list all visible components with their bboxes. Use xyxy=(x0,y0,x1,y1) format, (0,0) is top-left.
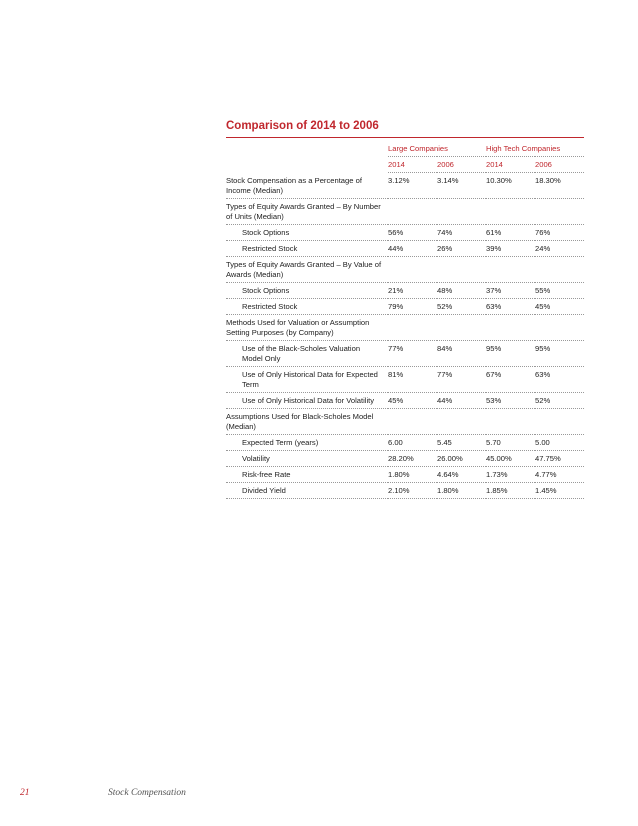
table-cell xyxy=(486,314,535,340)
table-row xyxy=(226,340,584,366)
table-cell: 44% xyxy=(437,392,486,408)
group-header-row xyxy=(226,138,584,157)
table-cell: 1.73% xyxy=(486,466,535,482)
table-cell: 5.70 xyxy=(486,434,535,450)
table-cell: 45% xyxy=(535,298,584,314)
table-cell: 95% xyxy=(535,340,584,366)
table-cell: 10.30% xyxy=(486,173,535,199)
table-cell xyxy=(486,256,535,282)
table-cell: 45% xyxy=(388,392,437,408)
table-cell: 76% xyxy=(535,224,584,240)
table-cell: 95% xyxy=(486,340,535,366)
year-header-hightech-2006: 2006 xyxy=(535,157,584,173)
comparison-table-section xyxy=(226,118,584,499)
table-row xyxy=(226,240,584,256)
table-cell: 44% xyxy=(388,240,437,256)
table-cell xyxy=(535,408,584,434)
group-header-high-tech-companies: High Tech Companies xyxy=(486,138,584,157)
table-cell: 67% xyxy=(486,366,535,392)
table-row xyxy=(226,366,584,392)
table-row xyxy=(226,256,584,282)
page-number: 21 xyxy=(20,788,30,798)
table-row xyxy=(226,224,584,240)
table-cell: 28.20% xyxy=(388,450,437,466)
row-sublabel: Risk-free Rate xyxy=(226,466,388,482)
row-sublabel: Stock Options xyxy=(226,282,388,298)
row-category-label: Methods Used for Valuation or Assumption Setting Purposes (by Company) xyxy=(226,314,388,340)
table-cell xyxy=(388,408,437,434)
table-cell: 77% xyxy=(437,366,486,392)
table-cell: 4.77% xyxy=(535,466,584,482)
table-row xyxy=(226,198,584,224)
table-cell: 3.12% xyxy=(388,173,437,199)
table-cell: 4.64% xyxy=(437,466,486,482)
table-cell: 74% xyxy=(437,224,486,240)
table-cell xyxy=(388,256,437,282)
row-sublabel: Expected Term (years) xyxy=(226,434,388,450)
table-cell: 6.00 xyxy=(388,434,437,450)
table-cell: 52% xyxy=(535,392,584,408)
comparison-table xyxy=(226,138,584,499)
table-row xyxy=(226,173,584,199)
table-cell: 2.10% xyxy=(388,482,437,498)
year-header-large-2006: 2006 xyxy=(437,157,486,173)
table-cell: 61% xyxy=(486,224,535,240)
table-cell: 5.45 xyxy=(437,434,486,450)
table-cell xyxy=(437,256,486,282)
table-row xyxy=(226,392,584,408)
table-cell xyxy=(437,408,486,434)
table-cell xyxy=(535,256,584,282)
table-cell xyxy=(388,198,437,224)
table-row xyxy=(226,298,584,314)
table-row xyxy=(226,314,584,340)
table-cell: 24% xyxy=(535,240,584,256)
table-cell xyxy=(437,198,486,224)
year-header-hightech-2014: 2014 xyxy=(486,157,535,173)
row-sublabel: Use of the Black-Scholes Valuation Model Only xyxy=(226,340,388,366)
row-sublabel: Divided Yield xyxy=(226,482,388,498)
row-sublabel: Restricted Stock xyxy=(226,298,388,314)
table-cell: 63% xyxy=(535,366,584,392)
row-category-label: Stock Compensation as a Percentage of Income (Median) xyxy=(226,173,388,199)
table-cell: 26.00% xyxy=(437,450,486,466)
row-category-label: Assumptions Used for Black-Scholes Model (Median) xyxy=(226,408,388,434)
group-header-large-companies: Large Companies xyxy=(388,138,486,157)
row-category-label: Types of Equity Awards Granted – By Number of Units (Median) xyxy=(226,198,388,224)
table-cell: 47.75% xyxy=(535,450,584,466)
table-cell: 1.80% xyxy=(437,482,486,498)
table-cell: 26% xyxy=(437,240,486,256)
table-cell: 3.14% xyxy=(437,173,486,199)
table-cell: 21% xyxy=(388,282,437,298)
table-cell: 39% xyxy=(486,240,535,256)
table-cell: 55% xyxy=(535,282,584,298)
footer-section-title: Stock Compensation xyxy=(108,788,186,798)
page-footer xyxy=(20,788,186,798)
year-header-row xyxy=(226,157,584,173)
row-sublabel: Restricted Stock xyxy=(226,240,388,256)
table-cell xyxy=(486,408,535,434)
table-row xyxy=(226,434,584,450)
table-cell: 1.45% xyxy=(535,482,584,498)
table-cell: 18.30% xyxy=(535,173,584,199)
table-cell: 56% xyxy=(388,224,437,240)
table-cell: 84% xyxy=(437,340,486,366)
table-row xyxy=(226,450,584,466)
table-title: Comparison of 2014 to 2006 xyxy=(226,118,584,138)
table-row xyxy=(226,282,584,298)
table-cell: 1.85% xyxy=(486,482,535,498)
table-cell: 53% xyxy=(486,392,535,408)
year-header-large-2014: 2014 xyxy=(388,157,437,173)
table-cell xyxy=(535,314,584,340)
row-sublabel: Use of Only Historical Data for Volatility xyxy=(226,392,388,408)
table-cell: 48% xyxy=(437,282,486,298)
row-sublabel: Stock Options xyxy=(226,224,388,240)
row-category-label: Types of Equity Awards Granted – By Value of Awards (Median) xyxy=(226,256,388,282)
table-cell: 45.00% xyxy=(486,450,535,466)
table-cell: 52% xyxy=(437,298,486,314)
table-cell: 5.00 xyxy=(535,434,584,450)
table-cell xyxy=(388,314,437,340)
table-row xyxy=(226,466,584,482)
table-row xyxy=(226,482,584,498)
table-cell: 79% xyxy=(388,298,437,314)
row-sublabel: Volatility xyxy=(226,450,388,466)
row-sublabel: Use of Only Historical Data for Expected Term xyxy=(226,366,388,392)
table-cell: 81% xyxy=(388,366,437,392)
table-cell xyxy=(437,314,486,340)
table-cell xyxy=(535,198,584,224)
table-cell xyxy=(486,198,535,224)
table-row xyxy=(226,408,584,434)
table-cell: 77% xyxy=(388,340,437,366)
table-cell: 63% xyxy=(486,298,535,314)
table-cell: 1.80% xyxy=(388,466,437,482)
table-cell: 37% xyxy=(486,282,535,298)
